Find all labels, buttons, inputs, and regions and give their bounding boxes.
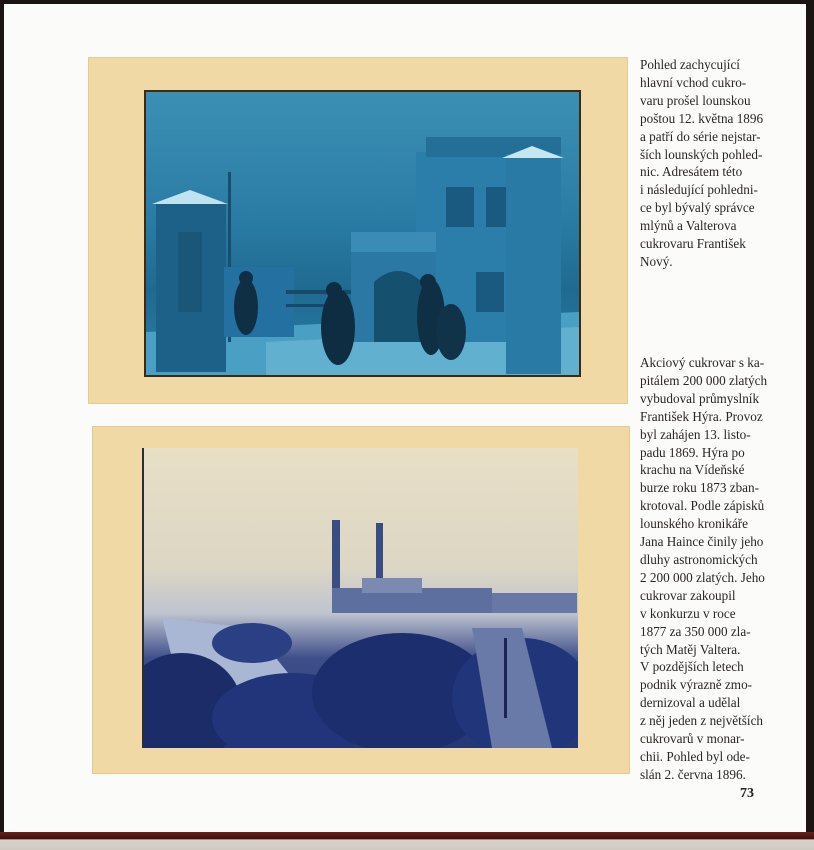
book-edge [0, 832, 814, 850]
caption-factory: Akciový cukrovar s ka- pitálem 200 000 zlatých vybudoval průmyslník František Hýra. Provoz byl zahájen 13. listo- padu 1869. Hýra po krachu na Vídeňské burze roku 1873 zban- krotoval. Podle zápisků lounského kronikáře Jana Haince činily jeho dluhy astronomických 2 200 000 zlatých. Jeho cukrovar zakoupil v konkurzu v roce 1877 za 350 000 zla- tých Matěj Valtera. V pozdějších letech podnik výrazně zmo- dernizoval a udělal z něj jeden z největších cukrovarů v monar- chii. Pohled byl ode- slán 2. června 1896. [640, 355, 768, 782]
postcard-sugar-factory-entrance [88, 57, 628, 404]
book-page [4, 4, 806, 834]
cyanotype-photo-factory [142, 448, 578, 748]
page-number: 73 [740, 786, 754, 801]
cyanotype-photo-entrance [144, 90, 581, 377]
factory-illustration [142, 448, 578, 748]
postcard-sugar-factory-view [92, 426, 630, 774]
caption-entrance: Pohled zachycující hlavní vchod cukro- varu prošel lounskou poštou 12. května 1896 a patří do série nejstar- ších lounských pohled- nic. Adresátem této i následující pohledni- ce byl bývalý správce mlýnů a Valterova cukrovaru František Nový. [640, 57, 764, 269]
entrance-illustration [146, 92, 579, 375]
